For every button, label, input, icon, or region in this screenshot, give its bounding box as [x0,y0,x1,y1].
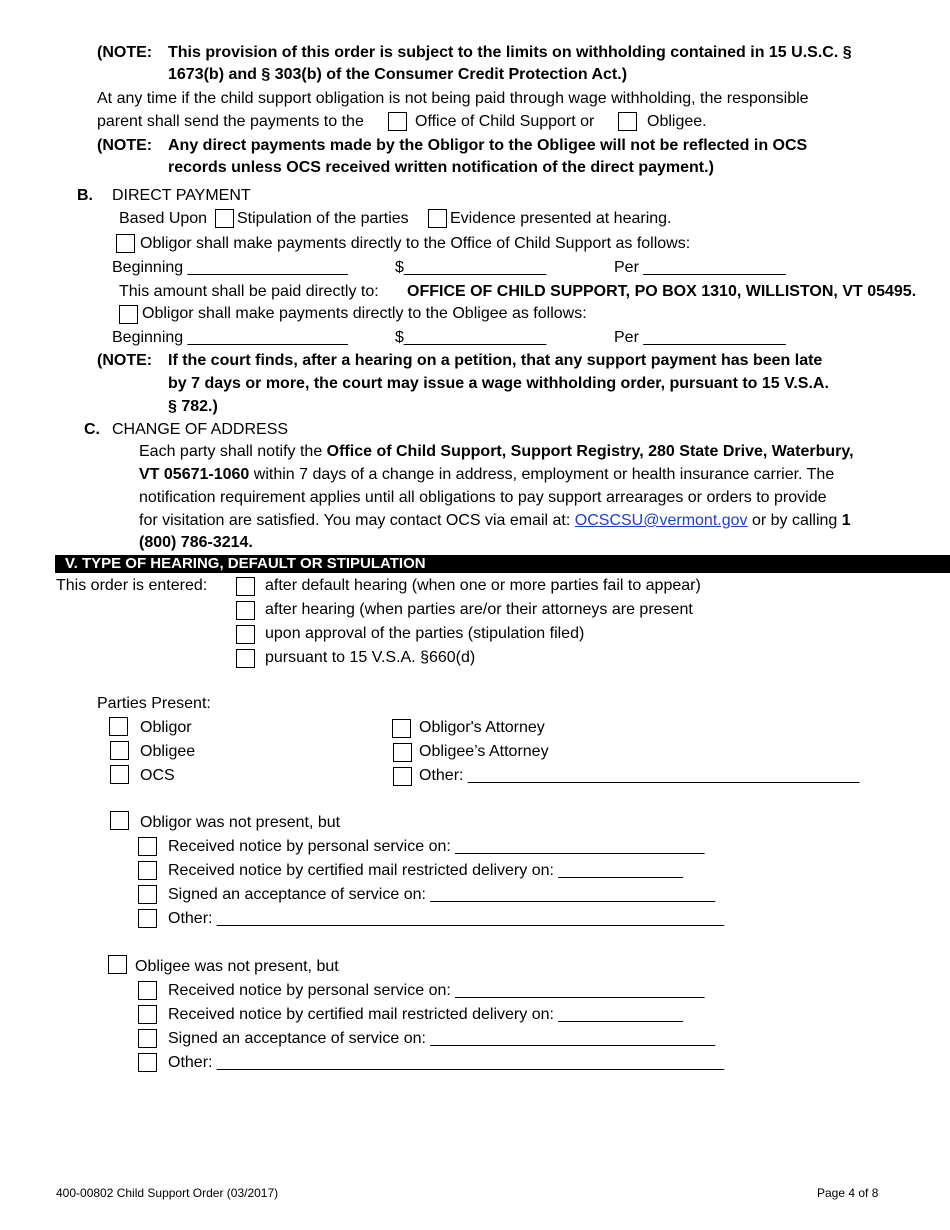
address-line4: for visitation are satisfied. You may contact OCS via email at: OCSCSU@vermont.gov or by calling 1 [139,512,851,529]
obligor-personal-service-field[interactable]: Received notice by personal service on: ____________________________ [168,838,705,855]
section-c-letter: C. [84,421,100,438]
stipulation-label: Stipulation of the parties [237,210,409,227]
send-obligee-label: Obligee. [647,113,707,130]
evidence-label: Evidence presented at hearing. [450,210,672,227]
note3-line3: § 782.) [168,398,218,415]
party-obligor-label: Obligor [140,719,192,736]
party-obligee-label: Obligee [140,743,196,760]
obligee-absent-label: Obligee was not present, but [135,958,339,975]
entered-label: This order is entered: [56,577,208,594]
send-ocs-label: Office of Child Support or [415,113,595,130]
obligee-certified-mail-field[interactable]: Received notice by certified mail restricted delivery on: ______________ [168,1006,683,1023]
address-line1: Each party shall notify the Office of Child Support, Support Registry, 280 State Drive, Waterbury, [139,443,854,460]
party-obligor-attorney-label: Obligor's Attorney [419,719,545,736]
stipulation-filed-label: upon approval of the parties (stipulation filed) [265,625,585,642]
note2-label: (NOTE: [97,137,153,154]
obligee-other-field[interactable]: Other: _________________________________________________________ [168,1054,725,1071]
obligee-other-checkbox[interactable] [138,1053,157,1072]
party-obligee-attorney-checkbox[interactable] [393,743,412,762]
page-number: Page 4 of 8 [817,1186,879,1200]
per-field-2[interactable]: Per ________________ [614,329,786,346]
send-line1: At any time if the child support obligation is not being paid through wage withholding, the responsible [97,90,809,107]
obligor-certified-mail-field[interactable]: Received notice by certified mail restricted delivery on: ______________ [168,862,683,879]
parties-present-label: Parties Present: [97,695,211,712]
note3-line1: If the court finds, after a hearing on a petition, that any support payment has been late [168,352,823,369]
party-ocs-label: OCS [140,767,175,784]
party-other-field[interactable]: Other: ____________________________________________ [419,767,860,784]
obligee-certified-mail-checkbox[interactable] [138,1005,157,1024]
email-link[interactable]: OCSCSU@vermont.gov [574,512,748,529]
vsa-660-checkbox[interactable] [236,649,255,668]
after-hearing-checkbox[interactable] [236,601,255,620]
party-obligor-attorney-checkbox[interactable] [392,719,411,738]
obligor-ocs-label: Obligor shall make payments directly to the Office of Child Support as follows: [140,235,691,252]
obligor-obligee-label: Obligor shall make payments directly to the Obligee as follows: [142,305,587,322]
note3-line2: by 7 days or more, the court may issue a wage withholding order, pursuant to 15 V.S.A. [168,375,829,392]
obligee-personal-service-field[interactable]: Received notice by personal service on: ____________________________ [168,982,705,999]
per-field[interactable]: Per ________________ [614,259,786,276]
note2-line2: records unless OCS received written notification of the direct payment.) [168,159,714,176]
party-obligor-checkbox[interactable] [109,717,128,736]
note1-label: (NOTE: [97,44,153,61]
address-line5: (800) 786-3214. [139,534,253,551]
based-upon-label: Based Upon [119,210,208,227]
obligor-ocs-checkbox[interactable] [116,234,135,253]
amount-field[interactable]: $________________ [395,259,547,276]
obligee-personal-service-checkbox[interactable] [138,981,157,1000]
beginning-field-2[interactable]: Beginning __________________ [112,329,348,346]
section-c-heading: CHANGE OF ADDRESS [112,421,289,438]
form-id: 400-00802 Child Support Order (03/2017) [56,1186,279,1200]
send-obligee-checkbox[interactable] [618,112,637,131]
obligor-absent-label: Obligor was not present, but [140,814,341,831]
party-ocs-checkbox[interactable] [110,765,129,784]
stipulation-filed-checkbox[interactable] [236,625,255,644]
address-line3: notification requirement applies until all obligations to pay support arrearages or orders to provide [139,489,827,506]
section-b-heading: DIRECT PAYMENT [112,187,251,204]
send-ocs-checkbox[interactable] [388,112,407,131]
vsa-660-label: pursuant to 15 V.S.A. §660(d) [265,649,476,666]
obligor-certified-mail-checkbox[interactable] [138,861,157,880]
obligee-acceptance-checkbox[interactable] [138,1029,157,1048]
obligor-personal-service-checkbox[interactable] [138,837,157,856]
obligor-other-field[interactable]: Other: _________________________________________________________ [168,910,725,927]
obligor-other-checkbox[interactable] [138,909,157,928]
after-hearing-label: after hearing (when parties are/or their attorneys are present [265,601,693,618]
obligor-absent-checkbox[interactable] [110,811,129,830]
stipulation-checkbox[interactable] [215,209,234,228]
note1-line1: This provision of this order is subject to the limits on withholding contained in 15 U.S.C. § [168,44,852,61]
note2-line1: Any direct payments made by the Obligor to the Obligee will not be reflected in OCS [168,137,808,154]
beginning-field[interactable]: Beginning __________________ [112,259,348,276]
obligee-absent-checkbox[interactable] [108,955,127,974]
obligee-acceptance-field[interactable]: Signed an acceptance of service on: ________________________________ [168,1030,716,1047]
address-line2: VT 05671-1060 within 7 days of a change in address, employment or health insurance carrier. The [139,466,835,483]
party-obligee-checkbox[interactable] [110,741,129,760]
note3-label: (NOTE: [97,352,153,369]
evidence-checkbox[interactable] [428,209,447,228]
paid-to-address: OFFICE OF CHILD SUPPORT, PO BOX 1310, WILLISTON, VT 05495. [407,283,917,300]
obligor-acceptance-checkbox[interactable] [138,885,157,904]
party-other-checkbox[interactable] [393,767,412,786]
send-line2: parent shall send the payments to the [97,113,364,130]
default-hearing-label: after default hearing (when one or more parties fail to appear) [265,577,701,594]
paid-to-label: This amount shall be paid directly to: [119,283,379,300]
section-v-title: V. TYPE OF HEARING, DEFAULT OR STIPULATION [65,555,426,572]
note1-line2: 1673(b) and § 303(b) of the Consumer Credit Protection Act.) [168,66,628,83]
section-b-letter: B. [77,187,93,204]
obligor-obligee-checkbox[interactable] [119,305,138,324]
obligor-acceptance-field[interactable]: Signed an acceptance of service on: ________________________________ [168,886,716,903]
party-obligee-attorney-label: Obligee’s Attorney [419,743,549,760]
default-hearing-checkbox[interactable] [236,577,255,596]
amount-field-2[interactable]: $________________ [395,329,547,346]
section-v-header [55,555,950,573]
